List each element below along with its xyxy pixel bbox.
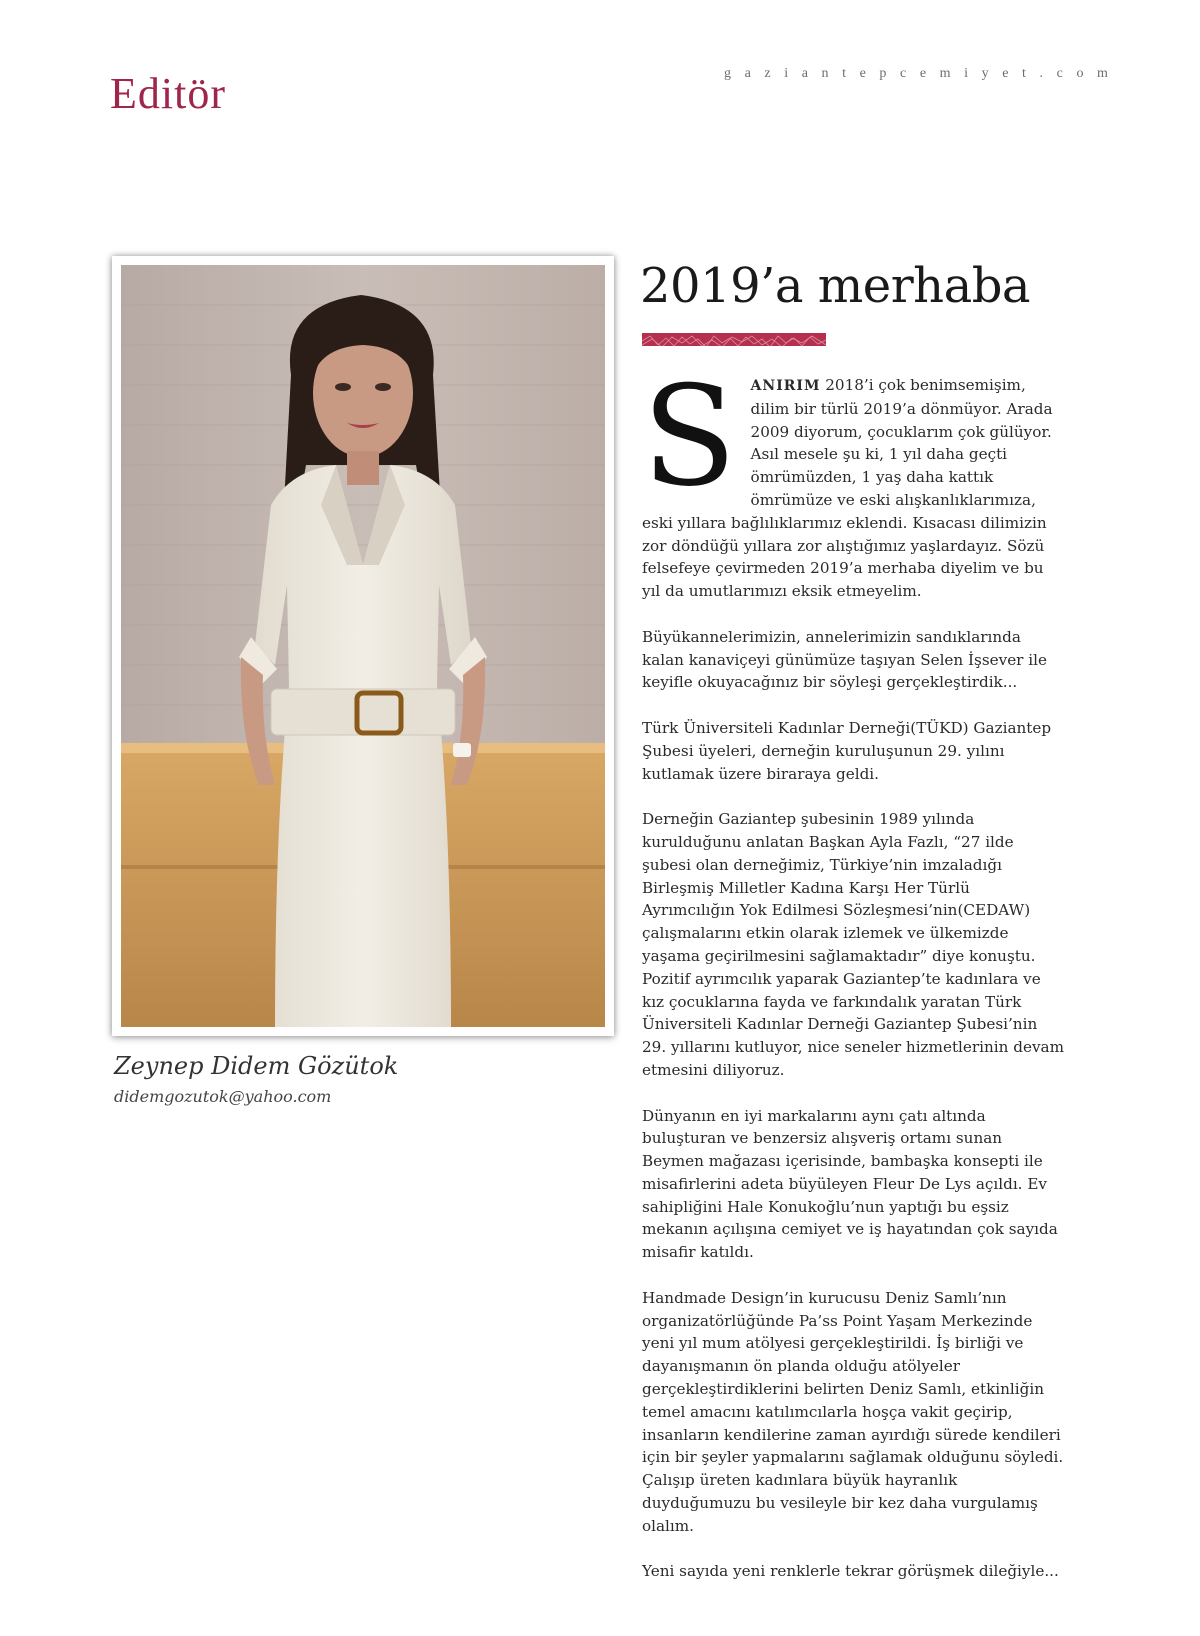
article-title: 2019’a merhaba [640, 258, 1031, 314]
article-paragraph-1 [642, 356, 1066, 603]
article-paragraph-1-text: 2018’i çok benimsemişim, dilim bir türlü 2019’a dönmüyor. Arada 2009 diyorum, çocuklarım çok gülüyor. Asıl mesele şu ki, 1 yıl daha geçti ömrümüzden, 1 yaş daha kattık ömrümüze ve eski alışkanlıklarımıza, eski yıllara bağlılıklarımız eklendi. Kısacası dilimizin zor döndüğü yıllara zor alıştığımız yaşlardayız. Sözü felsefeye çevirmeden 2019’a merhaba diyelim ve bu yıl da umutlarımızı eksik etmeyelim. [642, 376, 1053, 601]
article-paragraph-4: Derneğin Gaziantep şubesinin 1989 yılında kurulduğunu anlatan Başkan Ayla Fazlı, “27 ilde şubesi olan derneğimiz, Türkiye’nin imzaladığı Birleşmiş Milletler Kadına Karşı Her Türlü Ayrımcılığın Yok Edilmesi Sözleşmesi’nin(CEDAW) çalışmalarını etkin olarak izlemek ve ülkemizde yaşama geçirilmesini sağlamaktadır” diye konuştu. Pozitif ayrımcılık yaparak Gaziantep’te kadınlara ve kız çocuklarına fayda ve farkındalık yaratan Türk Üniversiteli Kadınlar Derneği Gaziantep Şubesi’nin 29. yıllarını kutluyor, nice seneler hizmetlerinin devam etmesini diliyoruz. [642, 810, 1065, 1079]
dropcap: S [642, 356, 737, 517]
site-url: gaziantepcemiyet.com [724, 66, 1122, 81]
author-email[interactable]: didemgozutok@yahoo.com [114, 1087, 332, 1106]
author-name: Zeynep Didem Gözütok [114, 1052, 399, 1080]
article-body [642, 356, 1066, 1606]
article-paragraph-6: Handmade Design’in kurucusu Deniz Samlı’nın organizatörlüğünde Pa’ss Point Yaşam Merkezinde yeni yıl mum atölyesi gerçekleştirildi. İş birliği ve dayanışmanın ön planda olduğu atölyeler gerçekleştirdiklerini belirten Deniz Samlı, etkinliğin temel amacını katılımcılarla hoşça vakit geçirip, insanların kendilerine zaman ayırdığı sürede kendileri için bir şeyler yapmalarını sağlamak olduğunu söyledi. Çalışıp üreten kadınlara büyük hayranlık duyduğumuzu bu vesileyle bir kez daha vurgulamış olalım. [642, 1288, 1064, 1535]
ornament-bar [642, 333, 826, 346]
author-photo [121, 265, 605, 1027]
author-photo-frame [112, 256, 614, 1036]
article-paragraph-5: Dünyanın en iyi markalarını aynı çatı altında buluşturan ve benzersiz alışveriş ortamı sunan Beymen mağazası içerisinde, bambaşka konsepti ile misafirlerini adeta büyüleyen Fleur De Lys açıldı. Ev sahipliğini Hale Konukoğlu’nun yaptığı bu eşsiz mekanın açılışına cemiyet ve iş hayatından çok sayıda misafir katıldı. [642, 1106, 1058, 1262]
article-paragraph-2: Büyükannelerimizin, annelerimizin sandıklarında kalan kanaviçeyi günümüze taşıyan Selen İşsever ile keyifle okuyacağınız bir söyleşi gerçekleştirdik... [642, 627, 1047, 692]
lead-caps: ANIRIM [750, 378, 821, 394]
article-paragraph-3: Türk Üniversiteli Kadınlar Derneği(TÜKD) Gaziantep Şubesi üyeleri, derneğin kuruluşunun 29. yılını kutlamak üzere biraraya geldi. [642, 718, 1052, 783]
section-label: Editör [110, 69, 226, 118]
article-paragraph-7: Yeni sayıda yeni renklerle tekrar görüşmek dileğiyle... [642, 1562, 1059, 1581]
